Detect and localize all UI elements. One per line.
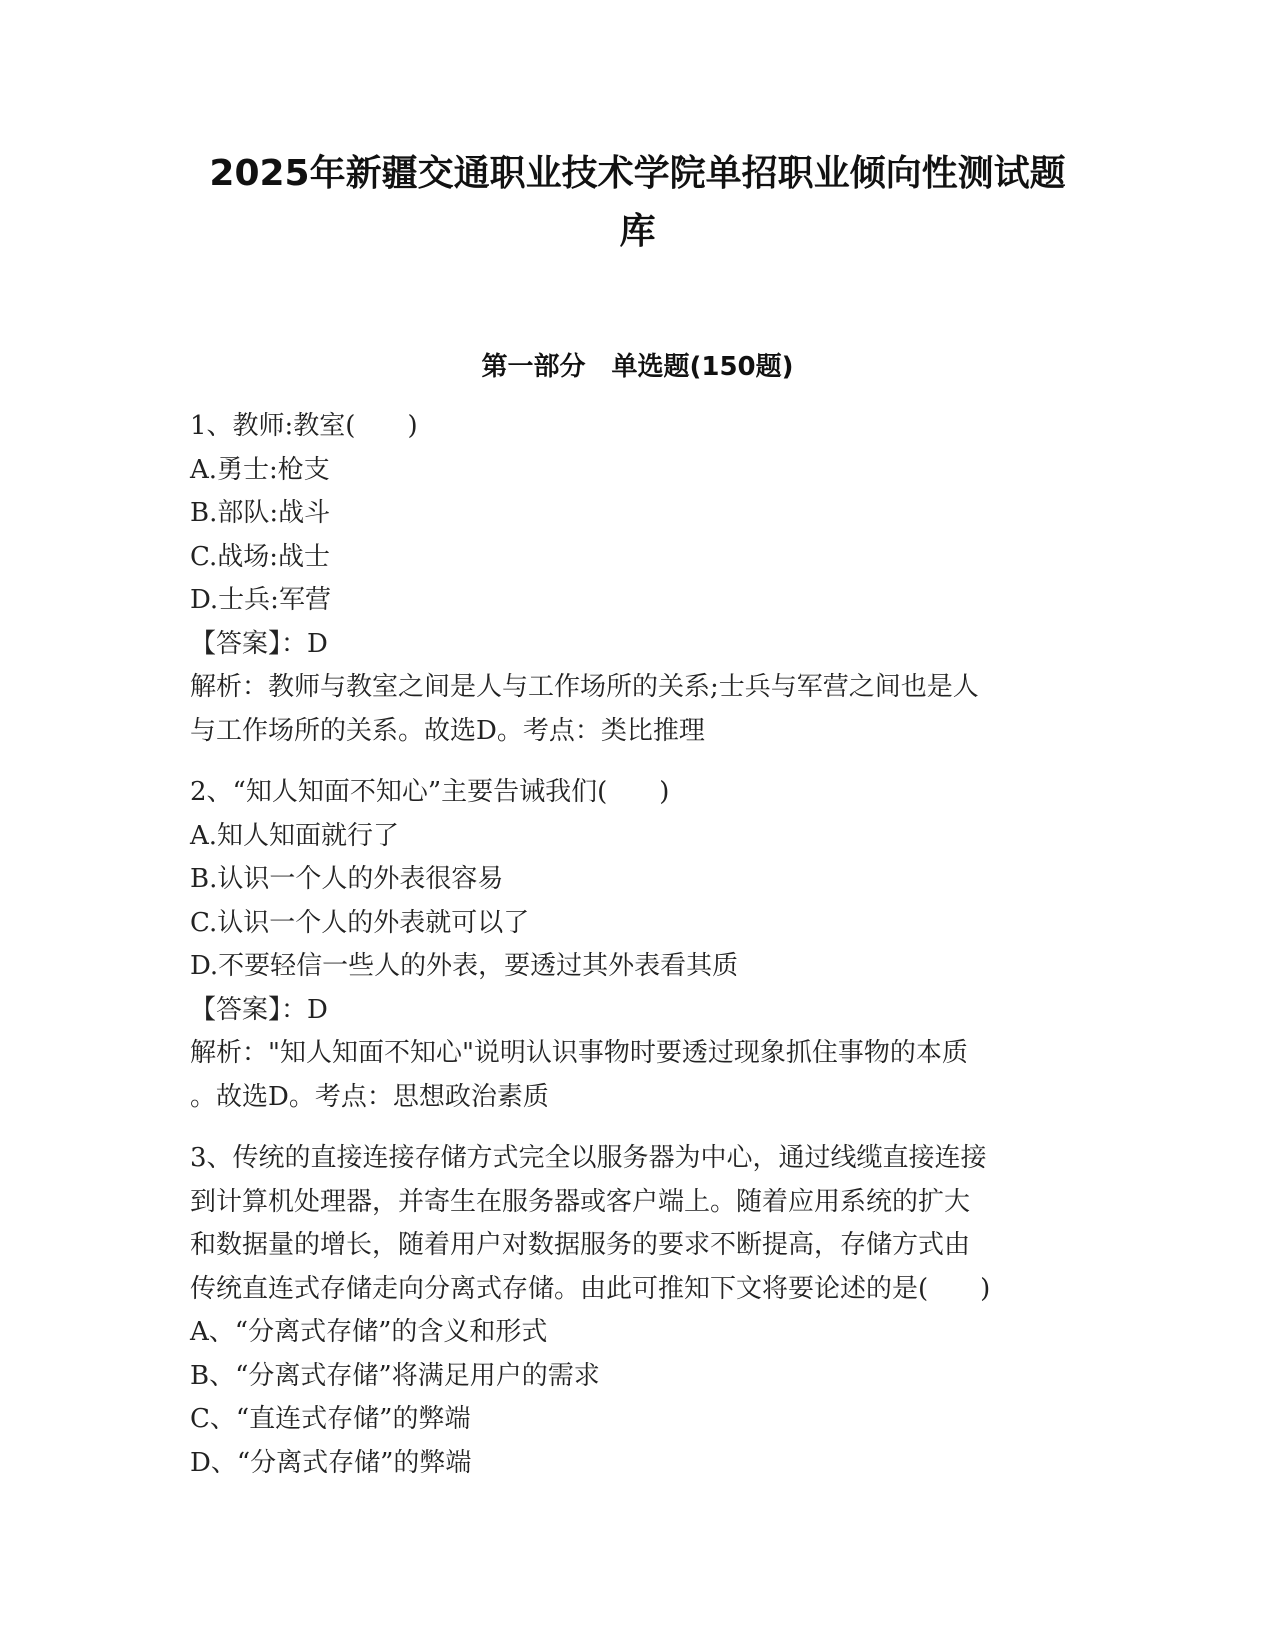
option-a: A.知人知面就行了 (190, 820, 400, 851)
option-b: B.认识一个人的外表很容易 (190, 864, 504, 894)
option-b: B、“分离式存储”将满足用户的需求 (190, 1360, 600, 1391)
title-line-2: 库 (619, 211, 656, 252)
question-stem: 1、教师:教室( ) (190, 411, 418, 441)
section-heading: 第一部分 单选题(150题) (481, 352, 794, 382)
option-b: B.部队:战斗 (190, 498, 331, 528)
analysis-line-2: 。故选D。考点：思想政治素质 (190, 1081, 549, 1112)
option-d: D.士兵:军营 (190, 585, 331, 615)
title-line-1: 2025年新疆交通职业技术学院单招职业倾向性测试题 (209, 153, 1066, 194)
question-stem-line-2: 到计算机处理器，并寄生在服务器或客户端上。随着应用系统的扩大 (190, 1186, 971, 1217)
analysis-line-1: 解析：教师与教室之间是人与工作场所的关系;士兵与军营之间也是人 (190, 672, 979, 702)
analysis-line-1: 解析："知人知面不知心"说明认识事物时要透过现象抓住事物的本质 (190, 1038, 968, 1068)
question-3 (190, 1137, 1085, 1485)
question-stem-line-4: 传统直连式存储走向分离式存储。由此可推知下文将要论述的是( ) (190, 1273, 991, 1304)
question-stem: 2、“知人知面不知心”主要告诫我们( ) (190, 777, 670, 807)
option-c: C、“直连式存储”的弊端 (190, 1404, 471, 1434)
option-a: A.勇士:枪支 (190, 454, 330, 485)
question-2 (190, 771, 1085, 1119)
answer: 【答案】：D (190, 628, 328, 659)
option-d: D.不要轻信一些人的外表，要透过其外表看其质 (190, 951, 739, 981)
option-d: D、“分离式存储”的弊端 (190, 1447, 472, 1478)
question-list (190, 405, 1085, 1485)
question-stem-line-3: 和数据量的增长，随着用户对数据服务的要求不断提高，存储方式由 (190, 1230, 971, 1260)
answer: 【答案】：D (190, 994, 328, 1025)
option-a: A、“分离式存储”的含义和形式 (190, 1317, 548, 1347)
question-stem-line-1: 3、传统的直接连接存储方式完全以服务器为中心，通过线缆直接连接 (190, 1143, 987, 1173)
option-c: C.战场:战士 (190, 541, 330, 572)
question-1 (190, 405, 1085, 753)
option-c: C.认识一个人的外表就可以了 (190, 907, 530, 938)
analysis-line-2: 与工作场所的关系。故选D。考点：类比推理 (190, 715, 705, 746)
document-title (150, 145, 1125, 261)
